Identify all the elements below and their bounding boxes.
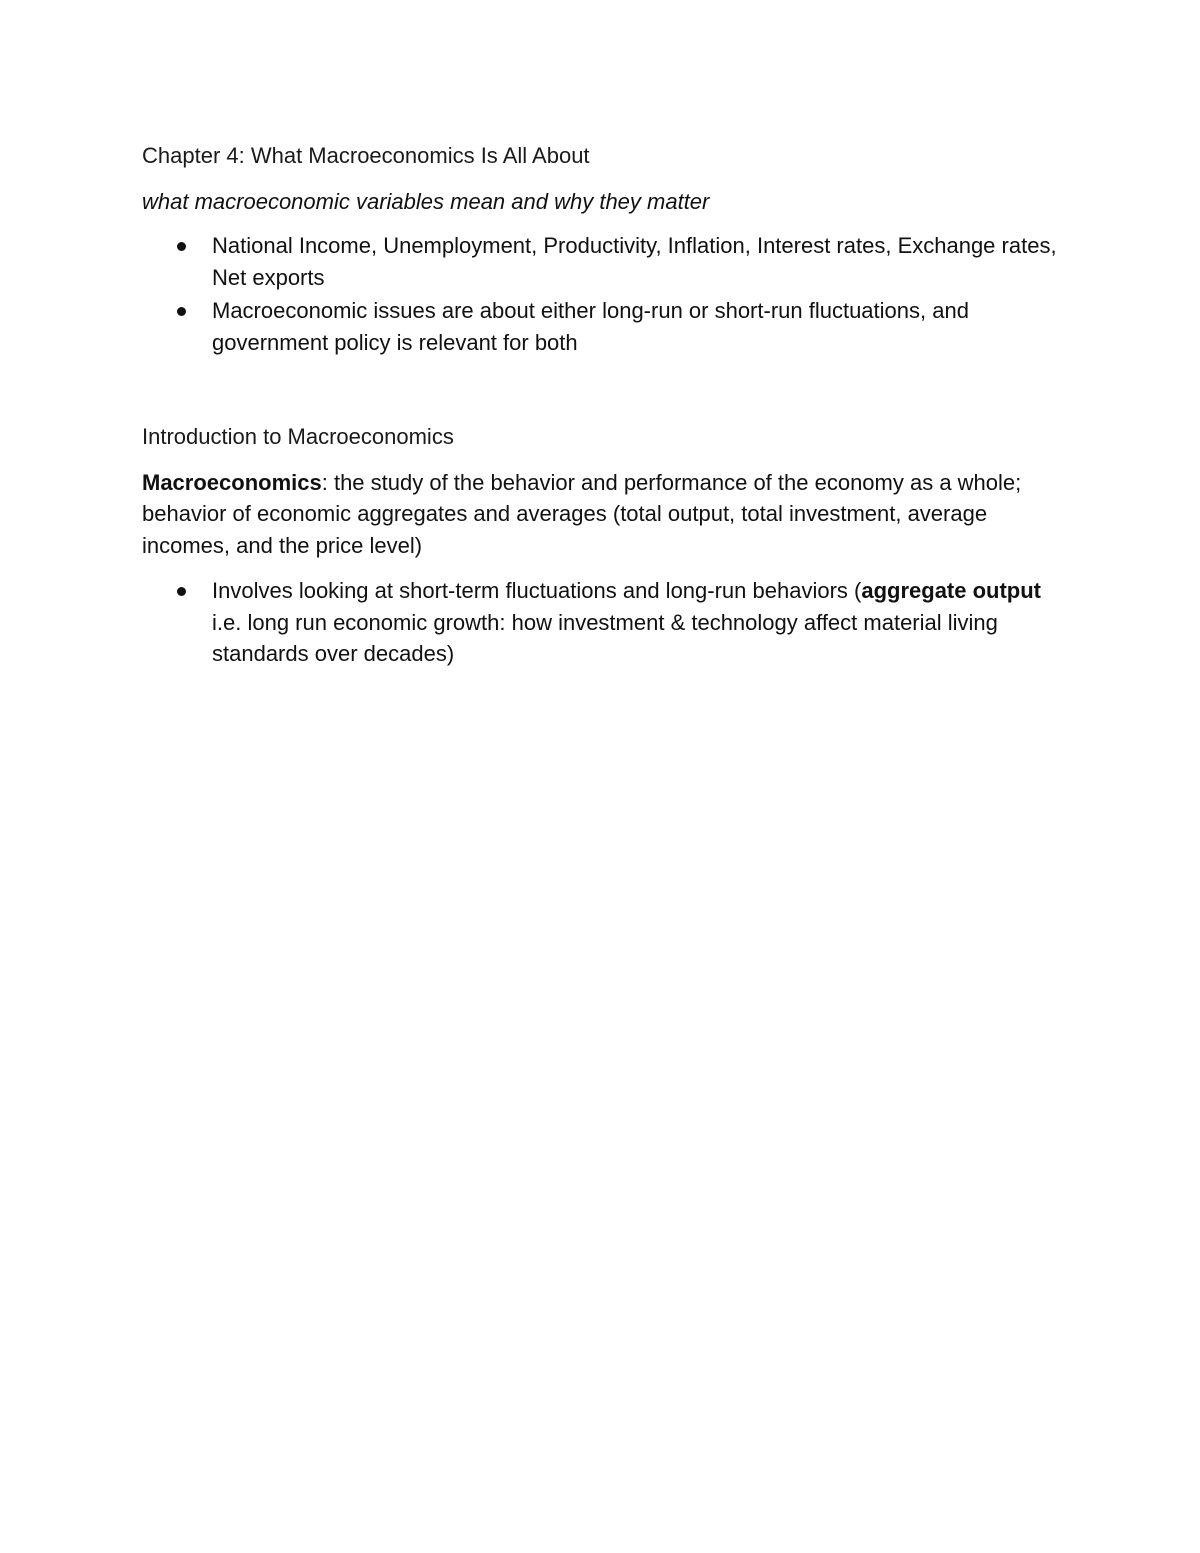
document-content [142,140,1062,672]
list-item-text-after: i.e. long run economic growth: how investment & technology affect material living standards over decades) [212,609,998,666]
bullet-icon [177,242,186,251]
list-item [142,295,1062,358]
chapter-subtitle: what macroeconomic variables mean and why they matter [142,188,710,214]
list-item-text: National Income, Unemployment, Productivity, Inflation, Interest rates, Exchange rates, Net exports [212,233,1057,290]
definition-paragraph [142,467,1062,562]
list-item-text-before: Involves looking at short-term fluctuations and long-run behaviors ( [212,578,862,603]
bullet-icon [177,587,186,596]
section-title: Introduction to Macroeconomics [142,424,454,449]
bullet-icon [177,307,186,316]
definition-term: Macroeconomics [142,469,322,495]
chapter-bullet-list [142,230,1062,358]
bold-term: aggregate output [861,578,1042,603]
section-spacer [142,360,1062,421]
chapter-title: Chapter 4: What Macroeconomics Is All About [142,143,590,168]
list-item [142,230,1062,293]
list-item-text: Macroeconomic issues are about either long-run or short-run fluctuations, and government policy is relevant for both [212,298,969,355]
list-item [142,575,1062,670]
definition-text: : the study of the behavior and performance of the economy as a whole; behavior of economic aggregates and averages (total output, total investment, average incomes, and the price level) [142,469,1022,558]
section-bullet-list [142,575,1062,670]
